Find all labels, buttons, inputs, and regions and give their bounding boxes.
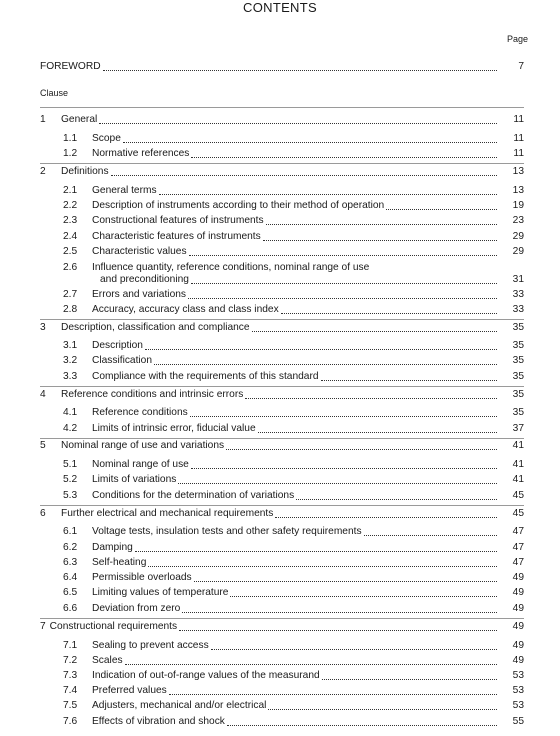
- toc-entry-title: Description of instruments according to their method of operation: [92, 200, 385, 211]
- toc-entry-number: 2.1: [63, 185, 78, 196]
- toc-entry-title: Definitions: [61, 166, 109, 177]
- toc-entry-number: 6.6: [63, 603, 78, 614]
- toc-entry-number: 2: [40, 166, 46, 177]
- dot-leader: [179, 629, 497, 631]
- dot-leader: [322, 678, 497, 680]
- toc-entry[interactable]: [63, 685, 524, 697]
- dot-leader: [386, 208, 497, 210]
- toc-entry-page: 35: [512, 340, 524, 351]
- toc-entry-page: 35: [512, 355, 524, 366]
- toc-entry[interactable]: [63, 557, 524, 569]
- dot-leader: [281, 312, 497, 314]
- group-separator: [40, 618, 524, 619]
- toc-entry-title: Sealing to prevent access: [92, 640, 209, 651]
- toc-entry-number: 3.2: [63, 355, 78, 366]
- toc-entry[interactable]: [63, 716, 524, 728]
- toc-entry-page: 35: [512, 322, 524, 333]
- toc-entry[interactable]: [63, 262, 524, 274]
- toc-entry-title: Scales: [92, 655, 123, 666]
- toc-entry[interactable]: [63, 289, 524, 301]
- toc-entry-title: Conditions for the determination of variations: [92, 490, 295, 501]
- toc-entry-page: 31: [512, 274, 524, 285]
- toc-entry-title: Adjusters, mechanical and/or electrical: [92, 700, 267, 711]
- toc-entry-number: 4.1: [63, 407, 78, 418]
- toc-entry-page: 45: [512, 508, 524, 519]
- toc-entry-page: 41: [512, 474, 524, 485]
- toc-entry[interactable]: [40, 621, 524, 633]
- toc-entry-number: 2.2: [63, 200, 78, 211]
- toc-entry[interactable]: [63, 304, 524, 316]
- toc-entry[interactable]: [63, 459, 524, 471]
- toc-entry-number: 1: [40, 114, 46, 125]
- toc-entry[interactable]: [63, 355, 524, 367]
- toc-entry-title: Compliance with the requirements of this standard: [92, 371, 319, 382]
- toc-entry-number: 1.2: [63, 148, 78, 159]
- dot-leader: [169, 693, 497, 695]
- toc-entry-page: 13: [512, 166, 524, 177]
- dot-leader: [154, 363, 497, 365]
- dot-leader: [258, 431, 497, 433]
- group-separator: [40, 319, 524, 320]
- dot-leader: [99, 122, 497, 124]
- dot-leader: [275, 516, 497, 518]
- toc-entry-page: 47: [512, 557, 524, 568]
- toc-entry-number: 3: [40, 322, 46, 333]
- toc-entry[interactable]: [40, 440, 524, 452]
- dot-leader: [182, 611, 497, 613]
- dot-leader: [321, 379, 497, 381]
- toc-entry-title: Reference conditions: [92, 407, 188, 418]
- group-separator: [40, 107, 524, 108]
- toc-entry-page: 53: [512, 670, 524, 681]
- toc-entry[interactable]: [63, 587, 524, 599]
- dot-leader: [188, 297, 497, 299]
- toc-entry-title: General: [61, 114, 98, 125]
- dot-leader: [263, 239, 497, 241]
- toc-entry[interactable]: [40, 322, 524, 334]
- dot-leader: [211, 648, 497, 650]
- toc-entry-number: 6.2: [63, 542, 78, 553]
- dot-leader: [148, 565, 497, 567]
- toc-entry-page: 23: [512, 215, 524, 226]
- toc-entry-title: Limiting values of temperature: [92, 587, 229, 598]
- toc-entry-page: 35: [512, 389, 524, 400]
- toc-entry-number: 2.6: [63, 262, 78, 273]
- toc-entry[interactable]: [63, 474, 524, 486]
- group-separator: [40, 386, 524, 387]
- toc-entry-number: 6.5: [63, 587, 78, 598]
- toc-entry[interactable]: [63, 148, 524, 160]
- toc-entry[interactable]: [40, 166, 524, 178]
- toc-entry-title: Permissible overloads: [92, 572, 192, 583]
- toc-entry[interactable]: [63, 185, 524, 197]
- dot-leader: [364, 534, 497, 536]
- toc-entry-page: 53: [512, 700, 524, 711]
- dot-leader: [194, 580, 497, 582]
- toc-entry-page: 29: [512, 246, 524, 257]
- toc-entry-page: 47: [512, 542, 524, 553]
- toc-entry-page: 11: [513, 148, 524, 159]
- toc-entry-page: 41: [512, 459, 524, 470]
- dot-leader: [145, 348, 497, 350]
- toc-entry-title: Voltage tests, insulation tests and other safety requirements: [92, 526, 362, 537]
- toc-entry-number: 7.2: [63, 655, 78, 666]
- toc-entry-title: Deviation from zero: [92, 603, 181, 614]
- toc-entry-title: Scope: [92, 133, 121, 144]
- toc-entry-title: Errors and variations: [92, 289, 186, 300]
- toc-entry-page: 35: [512, 371, 524, 382]
- toc-entry[interactable]: [63, 423, 524, 435]
- toc-entry-title: Constructional requirements: [49, 621, 178, 632]
- toc-entry-page: 41: [512, 440, 524, 451]
- toc-entry[interactable]: [63, 371, 524, 383]
- toc-entry-number: 2.5: [63, 246, 78, 257]
- toc-entry-title: Accuracy, accuracy class and class index: [92, 304, 279, 315]
- toc-entry-page: 49: [512, 621, 524, 632]
- clause-column-header: Clause: [40, 88, 69, 98]
- toc-entry-page: 33: [512, 289, 524, 300]
- toc-entry-title: Damping: [92, 542, 133, 553]
- toc-entry-title: Characteristic values: [92, 246, 187, 257]
- toc-entry-page: 49: [512, 587, 524, 598]
- toc-entry[interactable]: [63, 542, 524, 554]
- toc-entry-page: 49: [512, 655, 524, 666]
- toc-entry-continuation[interactable]: [100, 274, 524, 286]
- toc-entry-page: 49: [512, 572, 524, 583]
- toc-entry-title: Nominal range of use and variations: [61, 440, 225, 451]
- dot-leader: [178, 482, 497, 484]
- toc-entry-number: 7.1: [63, 640, 78, 651]
- toc-entry[interactable]: [63, 655, 524, 667]
- toc-entry-page: 53: [512, 685, 524, 696]
- toc-entry-page: 7: [518, 61, 524, 72]
- dot-leader: [191, 282, 497, 284]
- toc-entry-number: 5.3: [63, 490, 78, 501]
- toc-entry-page: 35: [512, 407, 524, 418]
- toc-entry-title-continued: and preconditioning: [100, 274, 189, 285]
- toc-entry-page: 11: [513, 133, 524, 144]
- toc-entry[interactable]: [63, 572, 524, 584]
- toc-entry-title: Description, classification and compliance: [61, 322, 250, 333]
- toc-entry-title: Reference conditions and intrinsic errors: [61, 389, 244, 400]
- toc-entry[interactable]: [63, 526, 524, 538]
- group-separator: [40, 505, 524, 506]
- toc-entry-page: 49: [512, 640, 524, 651]
- toc-entry-page: 13: [512, 185, 524, 196]
- toc-entry-number: 5.2: [63, 474, 78, 485]
- dot-leader: [252, 330, 497, 332]
- dot-leader: [230, 595, 497, 597]
- dot-leader: [135, 550, 497, 552]
- toc-entry-number: 3.1: [63, 340, 78, 351]
- toc-entry-title: Classification: [92, 355, 153, 366]
- toc-entry-page: 33: [512, 304, 524, 315]
- toc-entry-title: Indication of out-of-range values of the measurand: [92, 670, 320, 681]
- toc-entry-page: 45: [512, 490, 524, 501]
- dot-leader: [226, 448, 497, 450]
- toc-entry-page: 19: [512, 200, 524, 211]
- toc-entry-number: 2.8: [63, 304, 78, 315]
- toc-entry-title: Characteristic features of instruments: [92, 231, 261, 242]
- page-title: CONTENTS: [243, 0, 317, 15]
- toc-entry-title: Limits of variations: [92, 474, 177, 485]
- group-separator: [40, 163, 524, 164]
- dot-leader: [296, 498, 497, 500]
- toc-entry-number: 7.4: [63, 685, 78, 696]
- toc-entry[interactable]: [40, 114, 524, 126]
- toc-entry[interactable]: [63, 603, 524, 615]
- dot-leader: [191, 156, 497, 158]
- toc-entry[interactable]: [63, 700, 524, 712]
- toc-entry[interactable]: [63, 407, 524, 419]
- toc-entry[interactable]: [63, 490, 524, 502]
- dot-leader: [103, 69, 497, 71]
- dot-leader: [159, 193, 497, 195]
- toc-entry-number: 6.4: [63, 572, 78, 583]
- toc-entry-title: FOREWORD: [40, 61, 101, 72]
- toc-entry-title: Further electrical and mechanical requirements: [61, 508, 274, 519]
- toc-entry-number: 1.1: [63, 133, 78, 144]
- page-column-header: Page: [506, 34, 528, 44]
- toc-entry-page: 47: [512, 526, 524, 537]
- toc-entry-title: Description: [92, 340, 143, 351]
- toc-entry-number: 4.2: [63, 423, 78, 434]
- toc-entry-page: 29: [512, 231, 524, 242]
- toc-entry-number: 7.3: [63, 670, 78, 681]
- toc-entry-title: Normative references: [92, 148, 190, 159]
- toc-entry-page: 11: [513, 114, 524, 125]
- toc-entry-title: Limits of intrinsic error, fiducial value: [92, 423, 256, 434]
- dot-leader: [123, 141, 497, 143]
- toc-entry-number: 6.1: [63, 526, 78, 537]
- toc-entry-number: 7.6: [63, 716, 78, 727]
- toc-entry-foreword[interactable]: [40, 61, 524, 73]
- toc-entry[interactable]: [63, 200, 524, 212]
- dot-leader: [191, 467, 497, 469]
- dot-leader: [190, 415, 497, 417]
- toc-entry-title: Influence quantity, reference conditions, nominal range of use: [92, 262, 370, 273]
- toc-entry[interactable]: [63, 640, 524, 652]
- toc-entry-page: 49: [512, 603, 524, 614]
- toc-entry-title: Preferred values: [92, 685, 167, 696]
- toc-entry-title: Nominal range of use: [92, 459, 189, 470]
- toc-entry[interactable]: [40, 508, 524, 520]
- toc-entry-title: Effects of vibration and shock: [92, 716, 225, 727]
- toc-entry-number: 7: [40, 621, 46, 632]
- toc-entry-number: 2.7: [63, 289, 78, 300]
- toc-entry[interactable]: [63, 133, 524, 145]
- dot-leader: [125, 663, 497, 665]
- group-separator: [40, 438, 524, 439]
- toc-entry[interactable]: [63, 215, 524, 227]
- toc-entry-number: 3.3: [63, 371, 78, 382]
- toc-entry-number: 4: [40, 389, 46, 400]
- toc-entry-number: 6: [40, 508, 46, 519]
- dot-leader: [268, 708, 497, 710]
- toc-entry[interactable]: [40, 389, 524, 401]
- toc-entry-page: 55: [512, 716, 524, 727]
- toc-entry-title: General terms: [92, 185, 157, 196]
- toc-entry-number: 2.3: [63, 215, 78, 226]
- dot-leader: [189, 254, 497, 256]
- toc-entry[interactable]: [63, 231, 524, 243]
- toc-entry-title: Constructional features of instruments: [92, 215, 264, 226]
- toc-entry[interactable]: [63, 670, 524, 682]
- dot-leader: [227, 724, 497, 726]
- toc-entry-number: 5: [40, 440, 46, 451]
- toc-entry-title: Self-heating: [92, 557, 147, 568]
- dot-leader: [111, 174, 497, 176]
- toc-entry-number: 2.4: [63, 231, 78, 242]
- toc-entry[interactable]: [63, 340, 524, 352]
- toc-entry-page: 37: [512, 423, 524, 434]
- toc-entry[interactable]: [63, 246, 524, 258]
- dot-leader: [266, 223, 497, 225]
- toc-entry-number: 6.3: [63, 557, 78, 568]
- dot-leader: [245, 397, 497, 399]
- toc-entry-number: 5.1: [63, 459, 78, 470]
- toc-entry-number: 7.5: [63, 700, 78, 711]
